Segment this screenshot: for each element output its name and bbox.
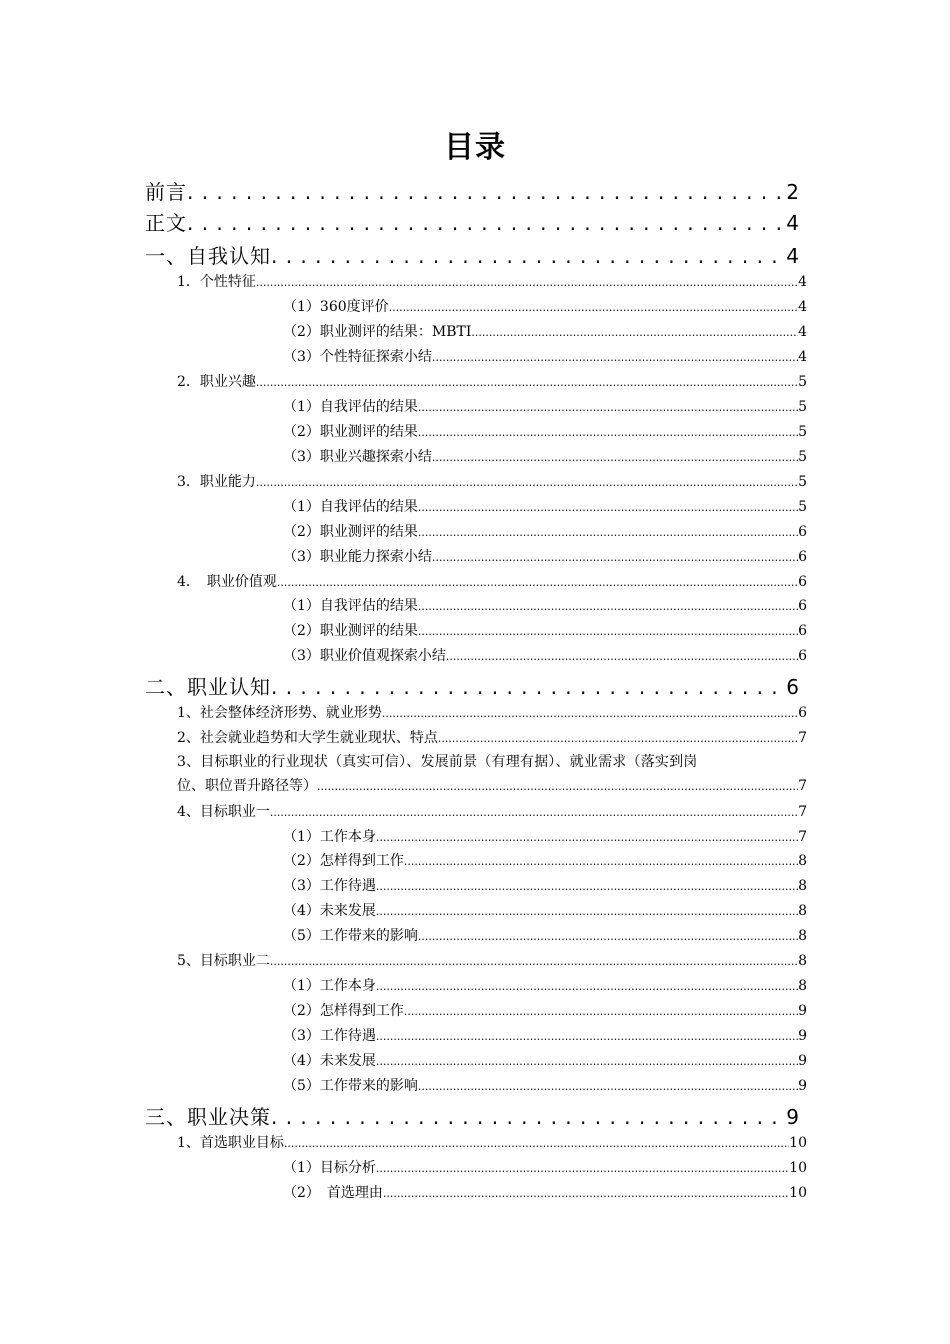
toc-entry[interactable] (283, 547, 807, 568)
toc-entry-label: （2） 首选理由 (283, 1185, 383, 1201)
toc-page-number: 7 (798, 829, 807, 845)
leader-dots (376, 976, 798, 997)
toc-entry[interactable] (283, 322, 807, 343)
toc-page-number: 8 (798, 878, 807, 894)
toc-entry[interactable] (283, 1183, 807, 1204)
toc-entry[interactable] (283, 596, 807, 617)
toc-entry-label: （2）职业测评的结果 (283, 524, 418, 540)
toc-page-number: 7 (798, 804, 807, 820)
toc-page-number: 7 (798, 730, 807, 746)
toc-entry-label: （2）职业测评的结果 (283, 623, 418, 639)
toc-entry[interactable] (283, 827, 807, 848)
leader-dots (418, 422, 798, 443)
toc-page-number: 4 (798, 299, 807, 315)
toc-page-number: 6 (798, 549, 807, 565)
toc-entry-wrapped[interactable] (177, 750, 807, 799)
toc-page-number: 5 (798, 374, 807, 390)
toc-entry-label: （3）职业兴趣探索小结 (283, 449, 432, 465)
leader-dots (446, 646, 798, 667)
leader-dots (271, 675, 786, 699)
toc-page-number: 5 (798, 399, 807, 415)
leader-dots (418, 1076, 798, 1097)
toc-entry-label: （3）个性特征探索小结 (283, 349, 432, 365)
toc-page-number: 8 (798, 978, 807, 994)
toc-entry[interactable] (177, 472, 807, 493)
leader-dots (277, 572, 798, 593)
toc-entry-label: 4、目标职业一 (177, 804, 270, 820)
toc-entry[interactable] (283, 497, 807, 518)
leader-dots (418, 596, 798, 617)
toc-entry-label: （4）未来发展 (283, 903, 376, 919)
toc-entry-label: 一、自我认知 (145, 244, 271, 268)
leader-dots (270, 951, 798, 972)
toc-entry[interactable] (177, 728, 807, 749)
toc-entry[interactable] (283, 926, 807, 947)
toc-entry[interactable] (283, 397, 807, 418)
leader-dots (376, 1158, 789, 1179)
toc-page-number: 6 (798, 574, 807, 590)
toc-page-number: 9 (798, 1003, 807, 1019)
toc-page-number: 4 (798, 324, 807, 340)
toc-entry[interactable] (283, 1001, 807, 1022)
toc-entry-label: 4． 职业价值观 (177, 574, 277, 590)
toc-entry[interactable] (145, 1105, 800, 1129)
leader-dots (432, 547, 798, 568)
toc-entry-label: （2）职业测评的结果 (283, 424, 418, 440)
leader-dots (471, 322, 798, 343)
toc-entry-label: （1）自我评估的结果 (283, 499, 418, 515)
toc-entry-label: （2）职业测评的结果：MBTI (283, 324, 472, 340)
toc-entry-label: （1）自我评估的结果 (283, 399, 418, 415)
toc-entry-label: （3）工作待遇 (283, 1028, 376, 1044)
toc-entry-label: 前言 (145, 180, 187, 204)
toc-entry[interactable] (283, 1051, 807, 1072)
toc-title: 目录 (444, 130, 506, 165)
leader-dots (382, 703, 798, 724)
toc-page-number: 4 (798, 349, 807, 365)
leader-dots (418, 926, 798, 947)
leader-dots (271, 1105, 786, 1129)
leader-dots (256, 272, 798, 293)
toc-entry[interactable] (145, 211, 800, 235)
toc-entry-label: （5）工作带来的影响 (283, 1078, 418, 1094)
toc-entry-label: （1）目标分析 (283, 1160, 376, 1176)
leader-dots (270, 802, 798, 823)
toc-page-number: 8 (798, 853, 807, 869)
toc-entry[interactable] (283, 447, 807, 468)
toc-page-number: 8 (798, 953, 807, 969)
toc-entry-label: （4）未来发展 (283, 1053, 376, 1069)
toc-entry-label: （2）怎样得到工作 (283, 1003, 404, 1019)
toc-entry-label: （1）自我评估的结果 (283, 598, 418, 614)
toc-page-number: 5 (798, 424, 807, 440)
toc-entry[interactable] (145, 180, 800, 204)
toc-page-number: 5 (798, 499, 807, 515)
toc-entry[interactable] (177, 372, 807, 393)
toc-entry-label: （3）工作待遇 (283, 878, 376, 894)
toc-entry-label: 1．个性特征 (177, 274, 256, 290)
toc-page-number: 6 (798, 524, 807, 540)
toc-entry[interactable] (283, 876, 807, 897)
leader-dots (432, 447, 798, 468)
leader-dots (256, 372, 798, 393)
leader-dots (418, 522, 798, 543)
leader-dots (432, 347, 798, 368)
toc-page-number: 4 (798, 274, 807, 290)
toc-page-number: 6 (798, 705, 807, 721)
toc-entry-label: 1、首选职业目标 (177, 1135, 284, 1151)
toc-page-number: 10 (789, 1185, 807, 1201)
toc-entry-label: 三、职业决策 (145, 1105, 271, 1129)
toc-page-number: 8 (798, 928, 807, 944)
toc-page-number: 6 (786, 675, 800, 699)
toc-page-number: 9 (798, 1078, 807, 1094)
toc-entry[interactable] (283, 422, 807, 443)
leader-dots (376, 876, 798, 897)
leader-dots (438, 728, 798, 749)
toc-entry-label-continued: 位、职位晋升路径等） (177, 778, 317, 794)
toc-page-number: 6 (798, 598, 807, 614)
toc-entry[interactable] (177, 572, 807, 593)
leader-dots (418, 621, 798, 642)
toc-page-number: 6 (798, 623, 807, 639)
toc-entry-label: 1、社会整体经济形势、就业形势 (177, 705, 382, 721)
toc-entry-label: 5、目标职业二 (177, 953, 270, 969)
toc-entry[interactable] (145, 675, 800, 699)
leader-dots (284, 1133, 789, 1154)
toc-entry[interactable] (283, 901, 807, 922)
toc-entry[interactable] (177, 951, 807, 972)
toc-page-number: 9 (798, 1028, 807, 1044)
toc-entry-label: 3．职业能力 (177, 474, 256, 490)
toc-entry-label: （1）工作本身 (283, 829, 376, 845)
toc-entry-label: 二、职业认知 (145, 675, 271, 699)
toc-entry-label: （3）职业能力探索小结 (283, 549, 432, 565)
toc-page-number: 8 (798, 903, 807, 919)
toc-entry-label: （5）工作带来的影响 (283, 928, 418, 944)
leader-dots (256, 472, 798, 493)
toc-page-number: 9 (798, 1053, 807, 1069)
toc-page-number: 10 (789, 1160, 807, 1176)
toc-page-number: 6 (798, 648, 807, 664)
toc-entry[interactable] (177, 703, 807, 724)
toc-entry-label: （3）职业价值观探索小结 (283, 648, 446, 664)
leader-dots (418, 397, 798, 418)
leader-dots (317, 774, 798, 799)
toc-entry-label: 正文 (145, 211, 187, 235)
toc-entry[interactable] (283, 347, 807, 368)
toc-entry[interactable] (283, 1076, 807, 1097)
toc-entry[interactable] (177, 802, 807, 823)
toc-entry[interactable] (283, 1158, 807, 1179)
toc-entry[interactable] (283, 851, 807, 872)
toc-entry[interactable] (283, 1026, 807, 1047)
leader-dots (404, 851, 798, 872)
toc-entry-label: 2、社会就业趋势和大学生就业现状、特点 (177, 730, 438, 746)
toc-entry[interactable] (283, 297, 807, 318)
toc-entry-label: （2）怎样得到工作 (283, 853, 404, 869)
toc-entry-label: 3、目标职业的行业现状（真实可信）、发展前景（有理有据）、就业需求（落实到岗 (177, 754, 698, 770)
toc-entry[interactable] (145, 244, 800, 268)
toc-page-number: 9 (786, 1105, 800, 1129)
leader-dots (187, 180, 786, 204)
toc-page-number: 4 (786, 211, 800, 235)
toc-page-number: 10 (789, 1135, 807, 1151)
leader-dots (187, 211, 786, 235)
leader-dots (404, 1001, 798, 1022)
toc-page-number: 2 (786, 180, 800, 204)
toc-entry[interactable] (177, 1133, 807, 1154)
leader-dots (376, 827, 798, 848)
toc-page-number: 5 (798, 474, 807, 490)
leader-dots (271, 244, 786, 268)
toc-entry[interactable] (283, 976, 807, 997)
toc-entry-label: （1）工作本身 (283, 978, 376, 994)
leader-dots (389, 297, 798, 318)
toc-entry-label: 2．职业兴趣 (177, 374, 256, 390)
toc-page-number: 4 (786, 244, 800, 268)
leader-dots (376, 901, 798, 922)
leader-dots (383, 1183, 789, 1204)
toc-entry[interactable] (283, 646, 807, 667)
toc-entry[interactable] (177, 272, 807, 293)
toc-entry[interactable] (283, 621, 807, 642)
toc-entry-label: （1）360度评价 (283, 299, 389, 315)
leader-dots (418, 497, 798, 518)
toc-entry[interactable] (283, 522, 807, 543)
leader-dots (376, 1051, 798, 1072)
toc-page-number: 7 (798, 778, 807, 794)
toc-page-number: 5 (798, 449, 807, 465)
leader-dots (376, 1026, 798, 1047)
